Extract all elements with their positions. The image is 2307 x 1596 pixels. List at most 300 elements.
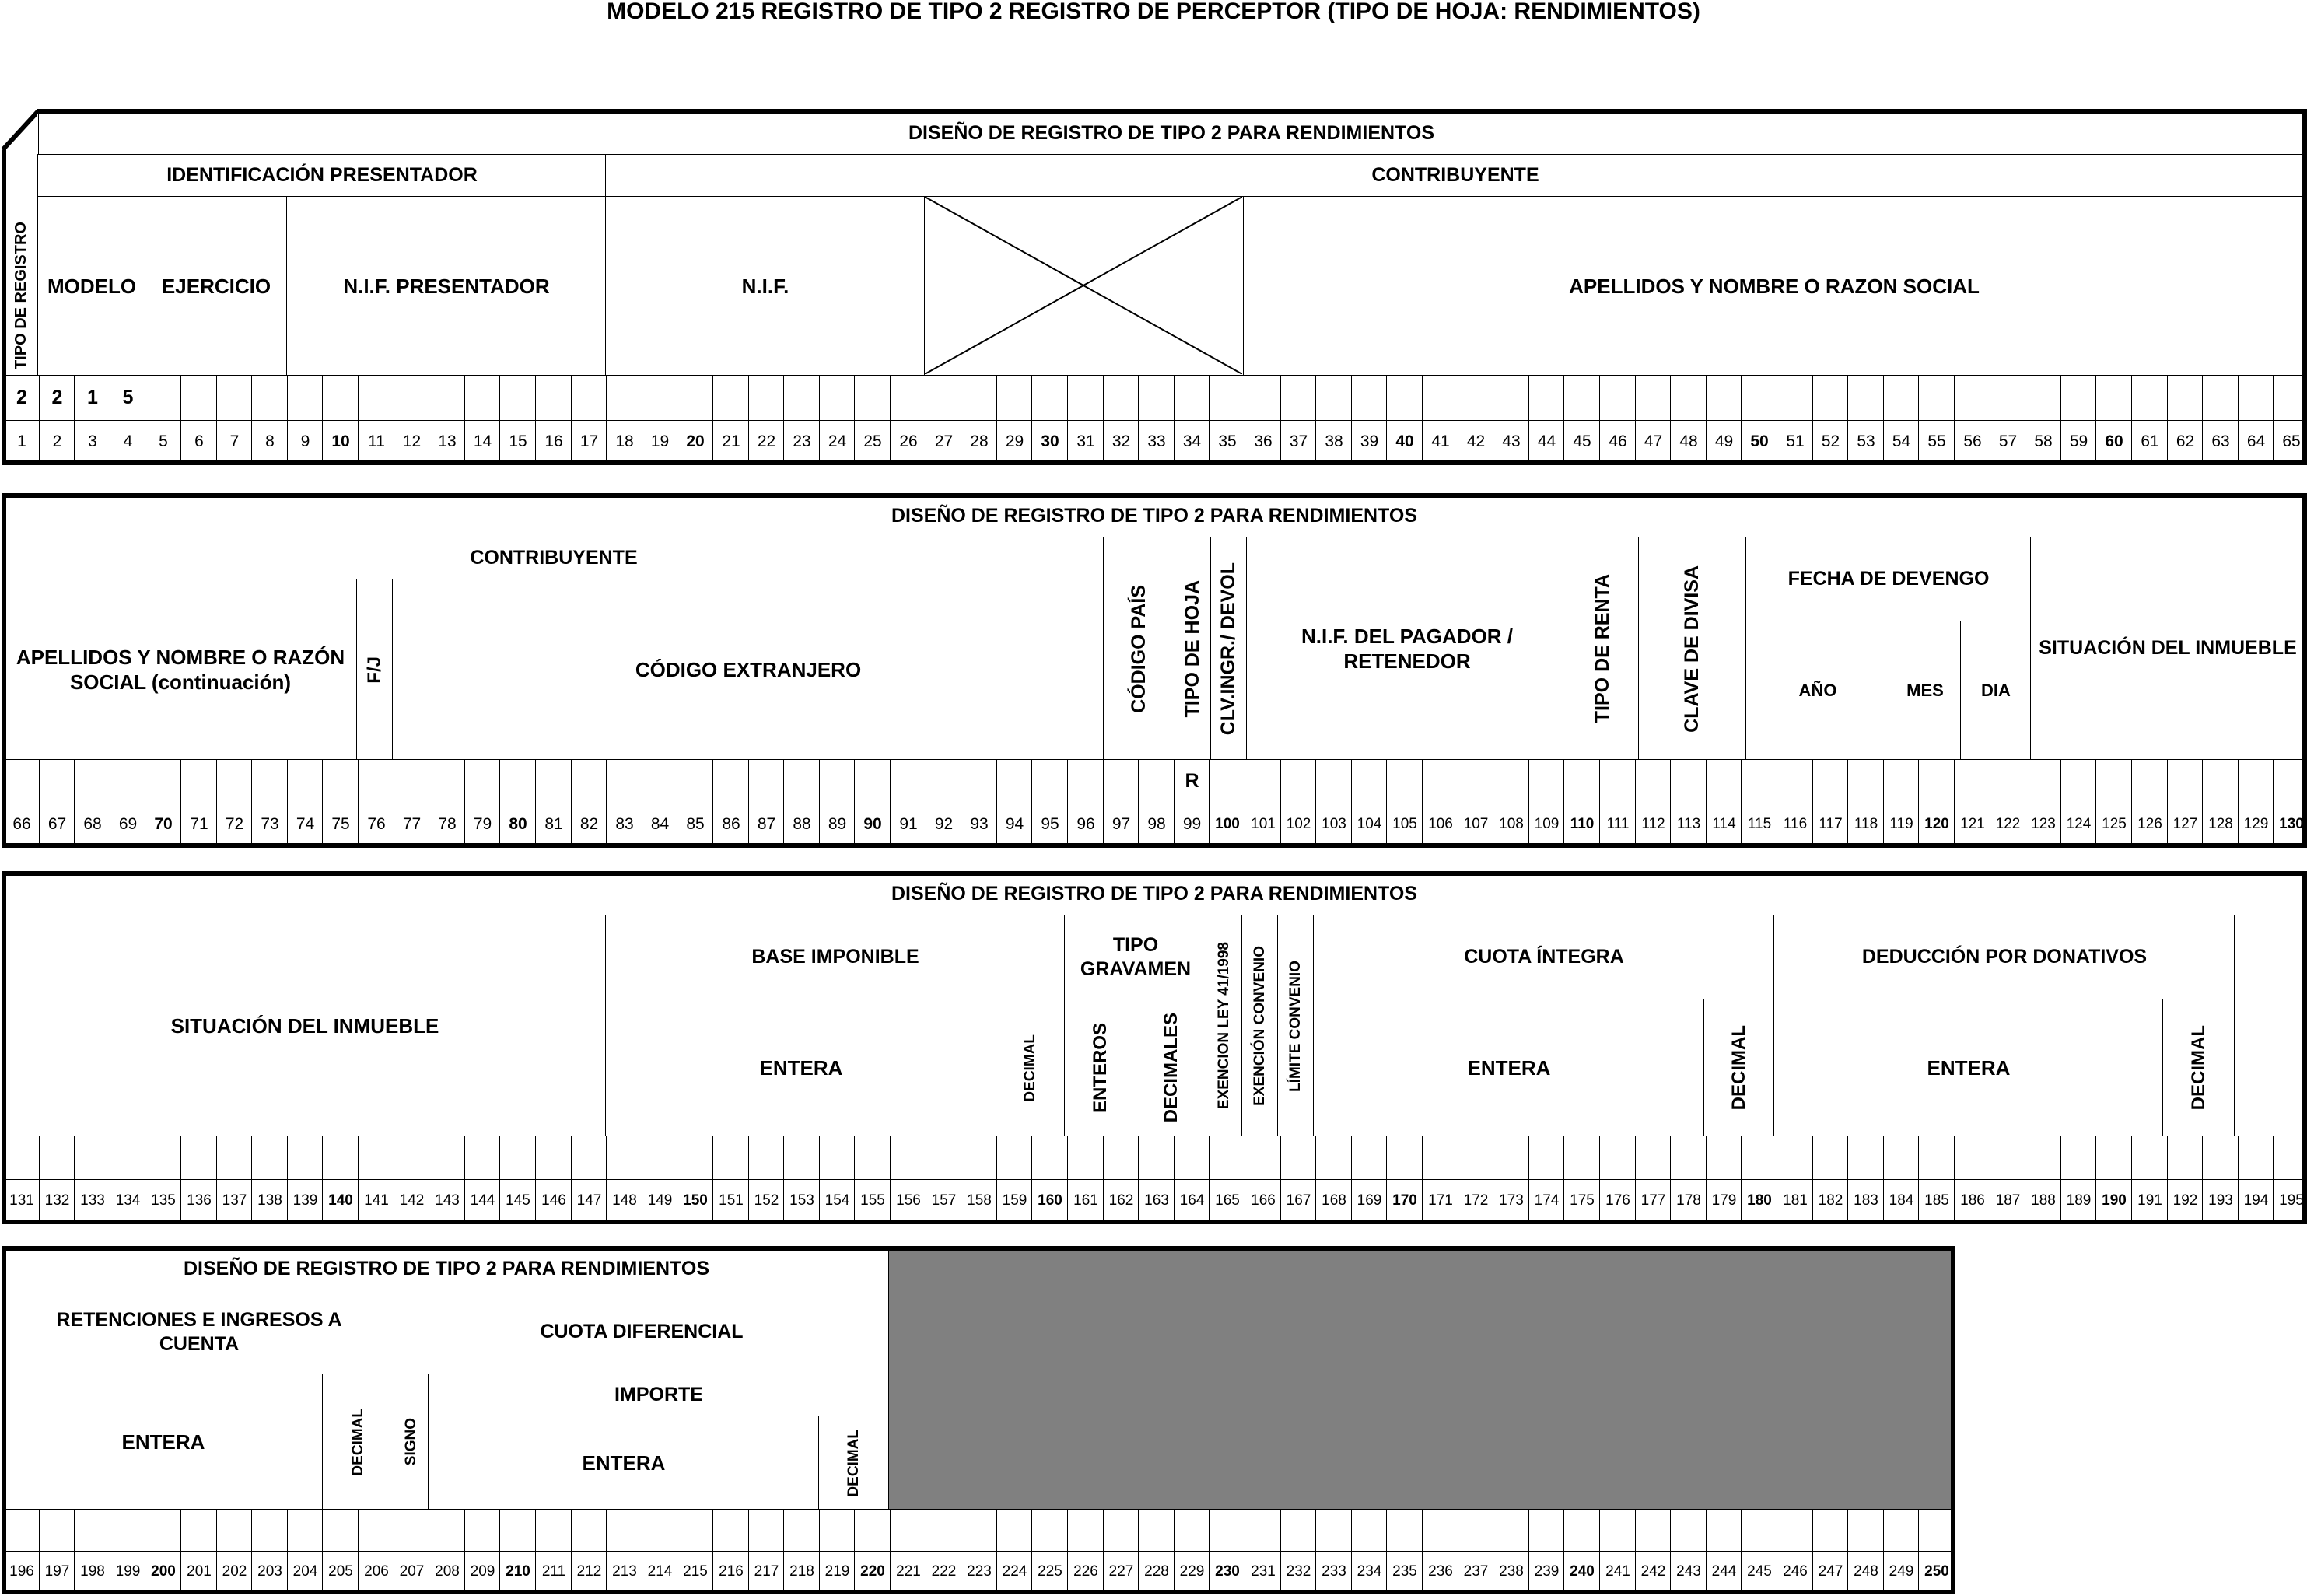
value-cell[interactable]	[1670, 759, 1707, 804]
value-cell[interactable]	[1741, 759, 1778, 804]
value-cell[interactable]	[1031, 375, 1069, 422]
value-cell[interactable]	[677, 759, 714, 804]
value-cell[interactable]	[2025, 759, 2062, 804]
value-cell[interactable]	[926, 1509, 962, 1552]
value-cell[interactable]	[1315, 1509, 1353, 1552]
value-cell[interactable]	[961, 1509, 998, 1552]
value-cell[interactable]	[926, 375, 962, 422]
value-cell[interactable]	[1528, 759, 1565, 804]
value-cell[interactable]	[1777, 759, 1814, 804]
value-cell[interactable]	[748, 375, 785, 422]
value-cell[interactable]	[2167, 1136, 2204, 1181]
value-cell[interactable]	[1990, 1136, 2026, 1181]
value-cell[interactable]	[1280, 375, 1317, 422]
value-cell[interactable]	[1706, 1136, 1742, 1181]
value-cell[interactable]	[322, 1136, 359, 1181]
value-cell[interactable]	[1386, 1136, 1423, 1181]
value-cell[interactable]	[1883, 1509, 1920, 1552]
value-cell[interactable]	[1067, 759, 1104, 804]
value-cell[interactable]	[1067, 1509, 1104, 1552]
position-number: 210	[499, 1551, 537, 1593]
position-number: 220	[854, 1551, 891, 1593]
position-number: 100	[1209, 803, 1246, 846]
position-number: 177	[1635, 1179, 1672, 1223]
value-cell[interactable]	[1528, 375, 1565, 422]
value-cell[interactable]	[358, 375, 395, 422]
position-number: 249	[1883, 1551, 1920, 1593]
position-number: 83	[606, 803, 643, 846]
value-cell[interactable]	[1138, 759, 1175, 804]
value-cell[interactable]	[1777, 375, 1814, 422]
value-cell[interactable]	[2167, 375, 2204, 422]
value-cell[interactable]	[251, 1509, 289, 1552]
value-cell[interactable]	[783, 759, 821, 804]
value-cell[interactable]	[961, 759, 998, 804]
value-cell[interactable]	[1280, 759, 1317, 804]
position-number: 159	[996, 1179, 1033, 1223]
value-cell[interactable]	[1245, 1136, 1282, 1181]
value-cell[interactable]	[1245, 1509, 1282, 1552]
value-cell[interactable]	[642, 1509, 678, 1552]
value-cell[interactable]	[1635, 375, 1672, 422]
value-cell[interactable]	[1528, 1136, 1565, 1181]
block1-corner	[0, 109, 37, 152]
value-cell[interactable]	[39, 1136, 75, 1181]
value-cell[interactable]	[926, 1136, 962, 1181]
value-cell[interactable]	[1103, 1509, 1139, 1552]
value-cell[interactable]	[1351, 1136, 1388, 1181]
value-cell[interactable]	[251, 375, 289, 422]
value-cell[interactable]	[677, 375, 714, 422]
position-number: 179	[1706, 1179, 1742, 1223]
value-cell[interactable]	[1812, 1509, 1849, 1552]
value-cell[interactable]	[1599, 759, 1637, 804]
value-cell[interactable]	[1847, 375, 1885, 422]
value-cell[interactable]	[606, 1509, 643, 1552]
position-number: 127	[2167, 803, 2204, 846]
value-cell[interactable]	[1103, 759, 1139, 804]
value-cell[interactable]	[819, 375, 856, 422]
position-number: 140	[322, 1179, 359, 1223]
value-cell[interactable]	[394, 1509, 430, 1552]
value-cell[interactable]	[2131, 1136, 2169, 1181]
position-number: 3	[74, 420, 111, 464]
position-number: 79	[464, 803, 501, 846]
value-cell[interactable]	[2167, 759, 2204, 804]
position-number: 124	[2060, 803, 2097, 846]
value-cell[interactable]	[2273, 759, 2307, 804]
value-cell[interactable]	[2202, 759, 2239, 804]
value-cell[interactable]	[2202, 375, 2239, 422]
value-cell[interactable]	[322, 759, 359, 804]
value-cell[interactable]	[819, 1136, 856, 1181]
value-cell[interactable]	[1209, 1509, 1246, 1552]
position-number: 168	[1315, 1179, 1353, 1223]
value-cell[interactable]	[464, 375, 501, 422]
value-cell[interactable]	[1883, 375, 1920, 422]
value-cell[interactable]	[712, 1136, 750, 1181]
value-cell[interactable]	[854, 759, 891, 804]
value-cell[interactable]	[2095, 1136, 2133, 1181]
value-cell[interactable]	[2095, 375, 2133, 422]
value-cell[interactable]	[1031, 1136, 1069, 1181]
value-cell[interactable]	[1245, 759, 1282, 804]
value-cell[interactable]	[1741, 1136, 1778, 1181]
value-cell[interactable]	[854, 375, 891, 422]
value-cell[interactable]	[3, 759, 40, 804]
value-cell[interactable]	[74, 1136, 111, 1181]
value-cell[interactable]	[2095, 759, 2133, 804]
value-cell[interactable]	[3, 1136, 40, 1181]
value-cell[interactable]	[1635, 759, 1672, 804]
value-cell[interactable]	[1458, 375, 1494, 422]
value-cell[interactable]	[1067, 375, 1104, 422]
value-cell[interactable]	[429, 1136, 466, 1181]
value-cell[interactable]	[1563, 375, 1601, 422]
value-cell[interactable]	[1777, 1509, 1814, 1552]
value-cell[interactable]	[1812, 375, 1849, 422]
position-number: 76	[358, 803, 395, 846]
value-cell[interactable]	[3, 1509, 40, 1552]
value-cell[interactable]	[1280, 1509, 1317, 1552]
value-cell[interactable]	[180, 1136, 218, 1181]
value-cell[interactable]	[39, 759, 75, 804]
value-cell[interactable]	[1422, 1509, 1459, 1552]
value-cell[interactable]	[1209, 1136, 1246, 1181]
value-cell[interactable]	[571, 1509, 607, 1552]
value-cell[interactable]	[145, 375, 182, 422]
position-number: 122	[1990, 803, 2026, 846]
position-number: 204	[287, 1551, 324, 1593]
tipo-hoja-label: TIPO DE HOJA	[1182, 579, 1204, 718]
value-cell[interactable]	[1067, 1136, 1104, 1181]
value-cell[interactable]	[1174, 375, 1210, 422]
position-number: 187	[1990, 1179, 2026, 1223]
value-cell[interactable]	[2060, 375, 2097, 422]
value-cell[interactable]	[712, 759, 750, 804]
value-cell[interactable]	[499, 1509, 537, 1552]
position-number: 152	[748, 1179, 785, 1223]
position-number: 8	[251, 420, 289, 464]
value-cell[interactable]	[358, 1509, 395, 1552]
value-cell[interactable]	[1493, 375, 1530, 422]
value-cell[interactable]	[1812, 759, 1849, 804]
value-cell[interactable]	[1138, 375, 1175, 422]
value-cell[interactable]	[712, 375, 750, 422]
value-cell[interactable]	[2202, 1136, 2239, 1181]
codigo-extranjero-header: CÓDIGO EXTRANJERO	[392, 579, 1104, 761]
value-cell[interactable]	[1670, 375, 1707, 422]
value-cell[interactable]	[429, 375, 466, 422]
situacion-header-2: SITUACIÓN DEL INMUEBLE	[2030, 537, 2305, 761]
value-cell[interactable]	[783, 375, 821, 422]
value-cell[interactable]	[2060, 1136, 2097, 1181]
value-cell[interactable]	[1918, 375, 1955, 422]
value-cell[interactable]	[110, 1136, 146, 1181]
value-cell[interactable]	[145, 1136, 182, 1181]
value-cell[interactable]	[712, 1509, 750, 1552]
value-cell[interactable]	[1458, 1136, 1494, 1181]
value-cell[interactable]	[1883, 1136, 1920, 1181]
value-cell[interactable]	[2025, 375, 2062, 422]
value-cell[interactable]	[854, 1509, 891, 1552]
value-cell[interactable]	[1138, 1136, 1175, 1181]
value-cell[interactable]	[2238, 759, 2274, 804]
value-cell[interactable]	[783, 1509, 821, 1552]
value-cell[interactable]: 1	[74, 375, 111, 422]
value-cell[interactable]	[996, 375, 1033, 422]
value-cell[interactable]	[1741, 375, 1778, 422]
value-cell[interactable]: 2	[39, 375, 75, 422]
value-cell[interactable]	[606, 1136, 643, 1181]
position-number: 1	[3, 420, 40, 464]
value-cell[interactable]	[216, 375, 253, 422]
value-cell[interactable]	[1351, 759, 1388, 804]
value-cell[interactable]	[2238, 375, 2274, 422]
value-cell[interactable]	[358, 1136, 395, 1181]
position-number: 64	[2238, 420, 2274, 464]
value-cell[interactable]	[110, 759, 146, 804]
importe-decimal-header	[818, 1416, 890, 1510]
value-cell[interactable]	[854, 1136, 891, 1181]
value-cell[interactable]	[1563, 1509, 1601, 1552]
position-number: 25	[854, 420, 891, 464]
value-cell[interactable]	[1458, 759, 1494, 804]
value-cell[interactable]	[180, 1509, 218, 1552]
value-cell[interactable]	[1031, 1509, 1069, 1552]
value-cell[interactable]: R	[1174, 759, 1210, 804]
value-cell[interactable]	[535, 1136, 572, 1181]
value-cell[interactable]	[535, 759, 572, 804]
value-cell[interactable]	[322, 375, 359, 422]
value-cell[interactable]	[890, 375, 927, 422]
value-cell[interactable]	[783, 1136, 821, 1181]
value-cell[interactable]	[1918, 1509, 1955, 1552]
cross-mark	[925, 197, 1242, 374]
value-cell[interactable]	[890, 1136, 927, 1181]
position-number: 88	[783, 803, 821, 846]
value-cell[interactable]	[890, 759, 927, 804]
value-cell[interactable]: 5	[110, 375, 146, 422]
value-cell[interactable]	[642, 1136, 678, 1181]
value-cell[interactable]	[677, 1509, 714, 1552]
value-cell[interactable]	[1458, 1509, 1494, 1552]
value-cell[interactable]	[1422, 1136, 1459, 1181]
value-cell[interactable]	[1103, 375, 1139, 422]
value-cell[interactable]	[287, 1136, 324, 1181]
value-cell[interactable]	[606, 759, 643, 804]
value-cell[interactable]	[464, 759, 501, 804]
position-number: 60	[2095, 420, 2133, 464]
value-cell[interactable]	[535, 375, 572, 422]
position-number: 189	[2060, 1179, 2097, 1223]
value-cell[interactable]	[2273, 375, 2307, 422]
value-cell[interactable]	[1847, 1509, 1885, 1552]
value-cell[interactable]	[996, 1136, 1033, 1181]
value-cell[interactable]	[1635, 1509, 1672, 1552]
value-cell[interactable]	[1954, 1136, 1991, 1181]
value-cell[interactable]	[1528, 1509, 1565, 1552]
position-number: 240	[1563, 1551, 1601, 1593]
value-cell[interactable]	[429, 759, 466, 804]
value-cell[interactable]	[677, 1136, 714, 1181]
value-cell[interactable]	[1209, 759, 1246, 804]
value-cell[interactable]	[748, 759, 785, 804]
value-cell[interactable]	[1174, 1509, 1210, 1552]
value-cell[interactable]	[287, 1509, 324, 1552]
value-cell[interactable]	[1918, 1136, 1955, 1181]
value-cell[interactable]	[1990, 759, 2026, 804]
position-number: 114	[1706, 803, 1742, 846]
value-cell[interactable]	[1741, 1509, 1778, 1552]
value-cell[interactable]	[1706, 759, 1742, 804]
value-cell[interactable]	[1422, 375, 1459, 422]
value-cell[interactable]	[1954, 375, 1991, 422]
value-cell[interactable]	[74, 1509, 111, 1552]
value-cell[interactable]	[287, 375, 324, 422]
value-cell[interactable]	[606, 375, 643, 422]
value-cell[interactable]	[1635, 1136, 1672, 1181]
value-cell[interactable]	[180, 759, 218, 804]
value-cell[interactable]	[535, 1509, 572, 1552]
position-number: 193	[2202, 1179, 2239, 1223]
value-cell[interactable]	[216, 1136, 253, 1181]
value-cell[interactable]	[1990, 375, 2026, 422]
value-cell[interactable]	[464, 1136, 501, 1181]
value-cell[interactable]	[748, 1509, 785, 1552]
value-cell[interactable]	[1706, 375, 1742, 422]
fj-header	[356, 579, 394, 761]
value-cell[interactable]	[499, 759, 537, 804]
value-cell[interactable]	[394, 759, 430, 804]
value-cell[interactable]	[1847, 759, 1885, 804]
value-cell[interactable]	[1493, 759, 1530, 804]
value-cell[interactable]	[996, 1509, 1033, 1552]
value-cell[interactable]	[571, 759, 607, 804]
value-cell[interactable]	[819, 759, 856, 804]
value-cell[interactable]	[748, 1136, 785, 1181]
position-number: 107	[1458, 803, 1494, 846]
value-cell[interactable]	[394, 1136, 430, 1181]
value-cell[interactable]	[571, 375, 607, 422]
value-cell[interactable]	[1812, 1136, 1849, 1181]
value-cell[interactable]	[216, 759, 253, 804]
value-cell[interactable]	[1174, 1136, 1210, 1181]
value-cell[interactable]	[1386, 375, 1423, 422]
value-cell[interactable]	[499, 375, 537, 422]
value-cell[interactable]	[1315, 759, 1353, 804]
value-cell[interactable]	[464, 1509, 501, 1552]
value-cell[interactable]	[1706, 1509, 1742, 1552]
value-cell[interactable]	[1493, 1136, 1530, 1181]
ret-decimal-label: DECIMAL	[350, 1408, 367, 1476]
value-cell[interactable]	[1138, 1509, 1175, 1552]
value-cell[interactable]	[74, 759, 111, 804]
page-title: MODELO 215 REGISTRO DE TIPO 2 REGISTRO DE PERCEPTOR (TIPO DE HOJA: RENDIMIENTOS)	[607, 0, 1700, 24]
value-cell[interactable]	[1954, 759, 1991, 804]
value-cell[interactable]	[1245, 375, 1282, 422]
value-cell[interactable]	[1315, 1136, 1353, 1181]
value-cell[interactable]	[961, 1136, 998, 1181]
position-number: 233	[1315, 1551, 1353, 1593]
value-cell[interactable]	[358, 759, 395, 804]
value-cell[interactable]	[110, 1509, 146, 1552]
value-cell[interactable]	[287, 759, 324, 804]
value-cell[interactable]	[926, 759, 962, 804]
value-cell[interactable]	[1599, 1136, 1637, 1181]
value-cell[interactable]	[2238, 1136, 2274, 1181]
value-cell[interactable]: 2	[3, 375, 40, 422]
value-cell[interactable]	[39, 1509, 75, 1552]
value-cell[interactable]	[2273, 1136, 2307, 1181]
value-cell[interactable]	[2131, 375, 2169, 422]
value-cell[interactable]	[996, 759, 1033, 804]
position-number: 48	[1670, 420, 1707, 464]
value-cell[interactable]	[2025, 1136, 2062, 1181]
value-cell[interactable]	[1563, 759, 1601, 804]
position-number: 198	[74, 1551, 111, 1593]
value-cell[interactable]	[1563, 1136, 1601, 1181]
value-cell[interactable]	[216, 1509, 253, 1552]
value-cell[interactable]	[1670, 1509, 1707, 1552]
position-number: 31	[1067, 420, 1104, 464]
value-cell[interactable]	[429, 1509, 466, 1552]
value-cell[interactable]	[1493, 1509, 1530, 1552]
value-cell[interactable]	[1670, 1136, 1707, 1181]
value-cell[interactable]	[1918, 759, 1955, 804]
value-cell[interactable]	[251, 1136, 289, 1181]
value-cell[interactable]	[1103, 1136, 1139, 1181]
position-number: 227	[1103, 1551, 1139, 1593]
value-cell[interactable]	[1280, 1136, 1317, 1181]
value-cell[interactable]	[2060, 759, 2097, 804]
value-cell[interactable]	[499, 1136, 537, 1181]
value-cell[interactable]	[1847, 1136, 1885, 1181]
value-cell[interactable]	[145, 1509, 182, 1552]
position-number: 245	[1741, 1551, 1778, 1593]
value-cell[interactable]	[1031, 759, 1069, 804]
value-cell[interactable]	[642, 375, 678, 422]
value-cell[interactable]	[1777, 1136, 1814, 1181]
value-cell[interactable]	[322, 1509, 359, 1552]
value-cell[interactable]	[1422, 759, 1459, 804]
value-cell[interactable]	[1599, 1509, 1637, 1552]
value-cell[interactable]	[642, 759, 678, 804]
value-cell[interactable]	[961, 375, 998, 422]
position-number: 128	[2202, 803, 2239, 846]
deduccion-decimal-header	[2162, 999, 2235, 1137]
value-cell[interactable]	[819, 1509, 856, 1552]
value-cell[interactable]	[394, 375, 430, 422]
position-number: 196	[3, 1551, 40, 1593]
value-cell[interactable]	[1883, 759, 1920, 804]
value-cell[interactable]	[571, 1136, 607, 1181]
value-cell[interactable]	[145, 759, 182, 804]
value-cell[interactable]	[1315, 375, 1353, 422]
value-cell[interactable]	[251, 759, 289, 804]
position-number: 106	[1422, 803, 1459, 846]
value-cell[interactable]	[2131, 759, 2169, 804]
value-cell[interactable]	[1351, 1509, 1388, 1552]
position-number: 125	[2095, 803, 2133, 846]
value-cell[interactable]	[1386, 1509, 1423, 1552]
value-cell[interactable]	[1351, 375, 1388, 422]
value-cell[interactable]	[180, 375, 218, 422]
value-cell[interactable]	[1209, 375, 1246, 422]
value-cell[interactable]	[1599, 375, 1637, 422]
value-cell[interactable]	[890, 1509, 927, 1552]
value-cell[interactable]	[1386, 759, 1423, 804]
